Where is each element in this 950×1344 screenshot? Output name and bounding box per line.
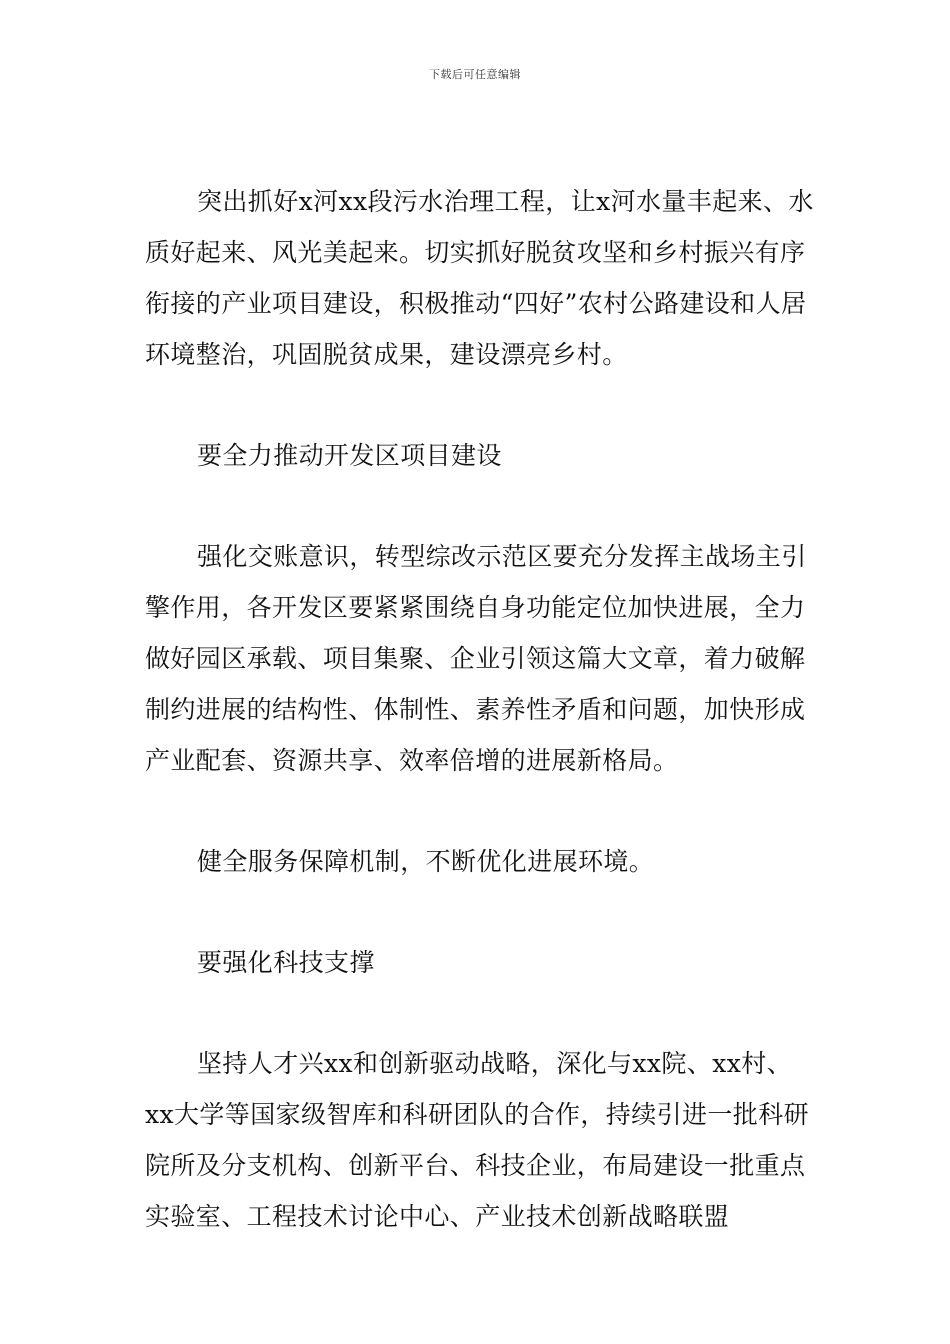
paragraph-development-zone: 强化交账意识，转型综改示范区要充分发挥主战场主引擎作用，各开发区要紧紧围绕自身功能定位加快进展，全力做好园区承载、项目集聚、企业引领这篇大文章，着力破解制约进展的结构性、体制性、素养性矛盾和问题，加快形成产业配套、资源共享、效率倍增的进展新格局。 <box>145 542 807 775</box>
paragraph-gap <box>145 887 817 937</box>
paragraph-gap <box>145 988 817 1038</box>
paragraph-rural-projects: 突出抓好x河xx段污水治理工程，让x河水量丰起来、水质好起来、风光美起来。切实抓好脱贫攻坚和乡村振兴有序衔接的产业项目建设，积极推动“四好”农村公路建设和人居环境整治，巩固脱贫成果，建设漂亮乡村。 <box>145 187 814 369</box>
document-body <box>145 176 817 1242</box>
paragraph-gap <box>145 786 817 836</box>
paragraph-tech-support: 坚持人才兴xx和创新驱动战略，深化与xx院、xx村、xx大学等国家级智库和科研团队的合作，持续引进一批科研院所及分支机构、创新平台、科技企业，布局建设一批重点实验室、工程技术讨论中心、产业技术创新战略联盟 <box>145 1049 810 1231</box>
paragraph-gap <box>145 481 817 531</box>
heading-development-zone: 要全力推动开发区项目建设 <box>197 441 502 470</box>
heading-tech-support: 要强化科技支撑 <box>197 948 375 977</box>
page-header: 下载后可任意编辑 <box>429 68 521 81</box>
paragraph-gap <box>145 380 817 430</box>
heading-service-guarantee: 健全服务保障机制，不断优化进展环境。 <box>197 847 655 876</box>
